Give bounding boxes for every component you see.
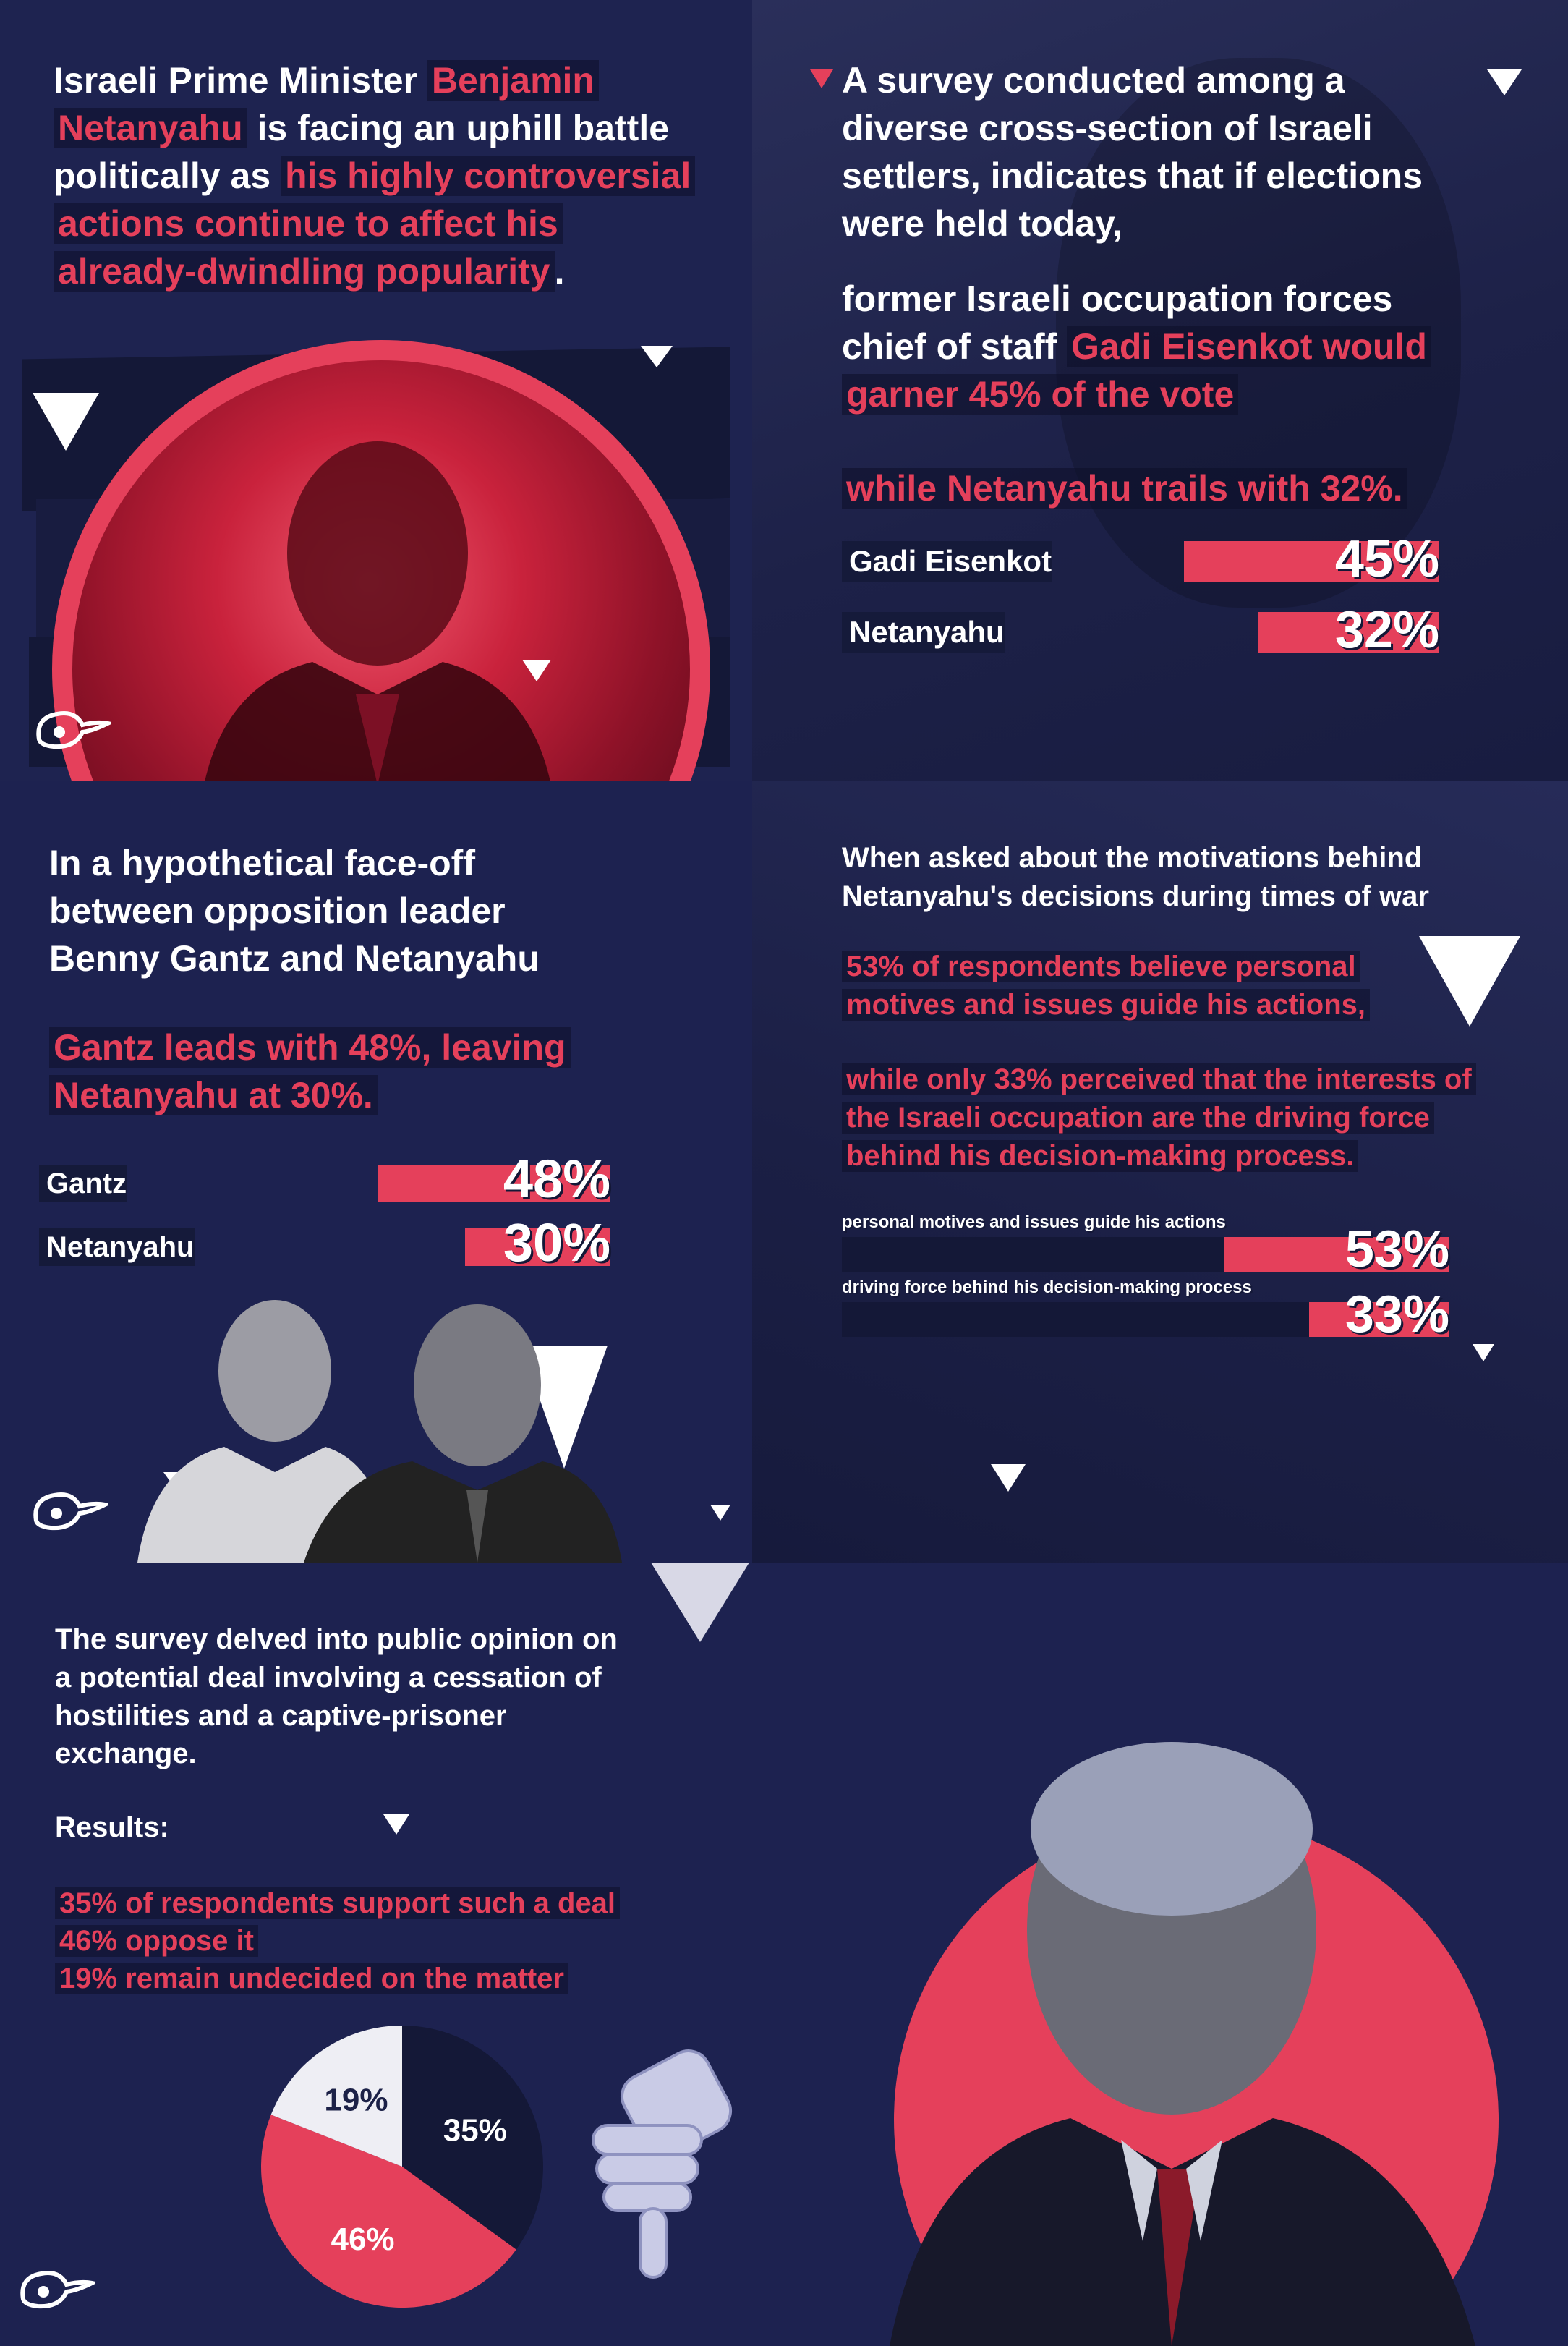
brand-logo-icon xyxy=(32,703,111,754)
bar-value-label: 45% xyxy=(1334,530,1439,588)
bar-row xyxy=(842,1212,1449,1278)
intro-text-part: . xyxy=(554,251,565,292)
eisenkot-text-part: former Israeli occupation forces chief of staff xyxy=(842,279,1393,367)
result-undecided xyxy=(55,1960,634,1997)
pie-value-label: 35% xyxy=(443,2112,507,2149)
gantz-leads-highlight: Gantz leads with 48%, leaving Netanyahu at 30%. xyxy=(49,1027,571,1115)
triangle-decor-icon xyxy=(1487,69,1522,95)
triangle-decor-icon xyxy=(810,69,833,88)
bar-value-label: 48% xyxy=(503,1149,610,1209)
bar-value-label: 53% xyxy=(1345,1220,1449,1278)
personal-motives-highlight: 53% of respondents believe personal motives and issues guide his actions, xyxy=(842,951,1370,1021)
triangle-decor-icon xyxy=(651,1563,749,1642)
triangle-decor-icon xyxy=(33,393,99,451)
faceoff-text: In a hypothetical face-off between opposition leader Benny Gantz and Netanyahu xyxy=(49,843,540,979)
panel-deal-opinion xyxy=(0,1563,1568,2346)
results-label: Results: xyxy=(55,1811,169,1843)
interests-highlight: while only 33% perceived that the interests of the Israeli occupation are the driving force behind his decision-making process. xyxy=(842,1063,1476,1172)
triangle-decor-icon xyxy=(641,346,673,367)
brand-logo-icon xyxy=(29,1484,108,1535)
intro-text-part: is facing an uphill battle politically as xyxy=(54,108,670,196)
brand-logo-icon xyxy=(16,2263,95,2313)
netanyahu-photo-placeholder xyxy=(289,1295,622,1563)
result-support-text: 35% of respondents support such a deal xyxy=(55,1887,620,1919)
triangle-decor-icon xyxy=(522,660,551,681)
bar-label: Netanyahu xyxy=(842,612,1005,653)
result-support xyxy=(55,1884,634,1922)
man-silhouette-icon xyxy=(161,409,595,781)
pie-value-label: 46% xyxy=(331,2222,395,2258)
bar-row xyxy=(842,530,1439,588)
survey-text: A survey conducted among a diverse cross-section of Israeli settlers, indicates that if elections were held today, xyxy=(842,60,1423,244)
bar-label: Netanyahu xyxy=(39,1228,195,1266)
interests-text xyxy=(842,1061,1478,1175)
asked-text: When asked about the motivations behind Netanyahu's decisions during times of war xyxy=(842,842,1429,912)
triangle-decor-icon xyxy=(1473,1344,1494,1361)
intro-text-part: Israeli Prime Minister xyxy=(54,60,427,101)
bar-value-label: 30% xyxy=(503,1212,610,1272)
deal-pie-chart xyxy=(257,2022,547,2311)
pie-value-label: 19% xyxy=(324,2082,388,2118)
personal-motives-text xyxy=(842,948,1377,1024)
delved-text: The survey delved into public opinion on a potential deal involving a cessation of hostilities and a captive-prisoner exchange. xyxy=(55,1623,618,1770)
intro-text xyxy=(54,56,704,295)
faceoff-bar-chart xyxy=(39,1149,610,1279)
intro-text-highlight: his highly controversial actions continue to affect his already-dwindling popularity xyxy=(54,156,695,292)
triangle-decor-icon xyxy=(710,1505,730,1521)
result-oppose xyxy=(55,1922,634,1960)
bar-value-label: 32% xyxy=(1334,601,1439,659)
bar-row xyxy=(842,1278,1449,1343)
panel-netanyahu-popularity xyxy=(0,0,752,781)
bar-track xyxy=(842,1302,1309,1337)
motivation-bar-chart xyxy=(842,1208,1449,1396)
bar-label: Gantz xyxy=(39,1165,127,1202)
panel-war-motivations xyxy=(752,781,1568,1563)
bar-row xyxy=(39,1149,610,1209)
gantz-leads-text xyxy=(49,1024,570,1119)
bar-row xyxy=(842,601,1439,659)
result-undecided-text: 19% remain undecided on the matter xyxy=(55,1963,568,1994)
eisenkot-text xyxy=(842,275,1478,418)
thumbs-down-icon xyxy=(579,2046,759,2285)
eisenkot-text-highlight: Gadi Eisenkot would garner 45% of the vote xyxy=(842,326,1431,415)
result-oppose-text: 46% oppose it xyxy=(55,1925,258,1957)
bar-label: personal motives and issues guide his actions xyxy=(842,1212,1226,1232)
trails-text xyxy=(842,464,1407,512)
bar-label: driving force behind his decision-making process xyxy=(842,1278,1252,1297)
bar-track xyxy=(842,1237,1224,1272)
intro-text-highlight: Benjamin Netanyahu xyxy=(54,60,599,148)
bar-row xyxy=(39,1212,610,1272)
election-bar-chart xyxy=(842,530,1439,659)
bar-value-label: 33% xyxy=(1345,1285,1449,1343)
panel-election-survey xyxy=(752,0,1568,781)
netanyahu-portrait-placeholder xyxy=(839,1691,1519,2346)
triangle-decor-icon xyxy=(991,1464,1026,1492)
bar-label: Gadi Eisenkot xyxy=(842,541,1052,582)
triangle-decor-icon xyxy=(383,1814,409,1835)
results-list xyxy=(55,1884,634,1997)
triangle-decor-icon xyxy=(1419,936,1520,1027)
panel-gantz-faceoff xyxy=(0,781,752,1563)
trails-text-highlight: while Netanyahu trails with 32%. xyxy=(842,468,1407,509)
